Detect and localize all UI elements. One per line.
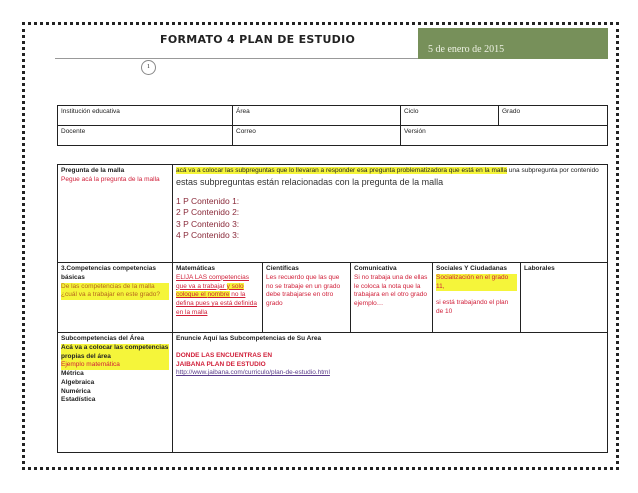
subcompetencias-content-cell[interactable] bbox=[173, 333, 608, 453]
matematicas-text: ELIJA LAS competencias que va a trabajar bbox=[176, 273, 249, 290]
comunicativa-cell[interactable] bbox=[351, 263, 433, 333]
subcompetencia-item: Métrica bbox=[61, 370, 84, 378]
area-cell[interactable]: Área bbox=[233, 106, 401, 126]
contenido-item: 2 P Contenido 2: bbox=[176, 207, 240, 218]
enunciado-text: Enuncie Aquí las Subcompetencias de Su Area bbox=[176, 335, 322, 342]
pregunta-label-cell bbox=[58, 165, 173, 263]
page-number: 1 bbox=[141, 60, 156, 75]
matematicas-text: no la defina pues ya está definida en la malla bbox=[176, 291, 257, 316]
matematicas-title: Matemáticas bbox=[176, 265, 216, 272]
matematicas-cell[interactable] bbox=[173, 263, 263, 333]
sociales-title: Sociales Y Ciudadanas bbox=[436, 265, 507, 272]
sociales-cell[interactable] bbox=[433, 263, 521, 333]
matematicas-text: nombre bbox=[207, 291, 230, 299]
comunicativa-title: Comunicativa bbox=[354, 265, 397, 272]
correo-cell[interactable]: Correo bbox=[233, 126, 401, 146]
grado-cell[interactable]: Grado bbox=[499, 106, 608, 126]
pregunta-instruction: Pegue acá la pregunta de la malla bbox=[61, 175, 160, 183]
sociales-highlight: Socialización en el grado 11, bbox=[436, 274, 517, 292]
subcompetencias-label-cell bbox=[58, 333, 173, 453]
institucion-cell[interactable]: Institución educativa bbox=[58, 106, 233, 126]
subcompetencias-instruction: Acá va a colocar las competencias propias del área bbox=[61, 343, 169, 360]
contenido-item: 1 P Contenido 1: bbox=[176, 195, 240, 206]
matematicas-text: y solo coloque el bbox=[176, 282, 244, 299]
subpreguntas-note: una subpregunta por contenido bbox=[507, 167, 599, 174]
docente-cell[interactable]: Docente bbox=[58, 126, 233, 146]
subcompetencia-item: Estadística bbox=[61, 396, 96, 404]
info-table bbox=[57, 105, 608, 146]
plan-estudio-link[interactable]: http://www.jaibana.com/curriculo/plan-de-estudio.html bbox=[176, 369, 330, 377]
donde-text: JAIBANA PLAN DE ESTUDIO bbox=[176, 360, 266, 368]
subcompetencia-item: Algebraica bbox=[61, 378, 95, 386]
cientificas-cell[interactable] bbox=[263, 263, 351, 333]
subpreguntas-instruction: acá va a colocar las subpreguntas que lo llevaran a responder esa pregunta problematizadora que está en la malla bbox=[176, 167, 507, 174]
subcompetencias-label: Subcompetencias del Área bbox=[61, 335, 145, 342]
laborales-cell[interactable] bbox=[521, 263, 608, 333]
pregunta-label: Pregunta de la malla bbox=[61, 167, 125, 174]
relation-text: estas subpreguntas están relacionadas con la pregunta de la malla bbox=[176, 176, 444, 187]
pregunta-content-cell[interactable] bbox=[173, 165, 608, 263]
subcompetencias-example: Ejemplo matemática bbox=[61, 361, 169, 370]
ciclo-cell[interactable]: Ciclo bbox=[401, 106, 499, 126]
date-box bbox=[418, 28, 608, 59]
header-rule bbox=[55, 58, 418, 59]
date: 5 de enero de 2015 bbox=[428, 44, 505, 55]
sociales-text: si está trabajando el plan de 10 bbox=[436, 299, 509, 316]
contenido-item: 4 P Contenido 3: bbox=[176, 230, 240, 241]
version-cell[interactable]: Versión bbox=[401, 126, 608, 146]
contenido-item: 3 P Contenido 3: bbox=[176, 218, 240, 229]
plan-table bbox=[57, 164, 608, 453]
comunicativa-text: Si no trabaja una de ellas le coloca la nota que la trabajara en el otro grado ejemplo… bbox=[354, 273, 428, 308]
competencias-instruction: De las competencias de la malla ¿cuál va a trabajar en este grado? bbox=[61, 283, 169, 301]
competencias-label: 3.Competencias competencias básicas bbox=[61, 265, 157, 281]
document-title: FORMATO 4 PLAN DE ESTUDIO bbox=[160, 33, 356, 46]
laborales-title: Laborales bbox=[524, 265, 555, 272]
cientificas-text: Les recuerdo que las que no se trabaje en un grado debe trabajarse en otro grado bbox=[266, 273, 341, 308]
donde-text: DONDE LAS ENCUENTRAS EN bbox=[176, 351, 273, 359]
cientificas-title: Científicas bbox=[266, 265, 299, 272]
competencias-label-cell bbox=[58, 263, 173, 333]
subcompetencia-item: Numérica bbox=[61, 387, 91, 395]
